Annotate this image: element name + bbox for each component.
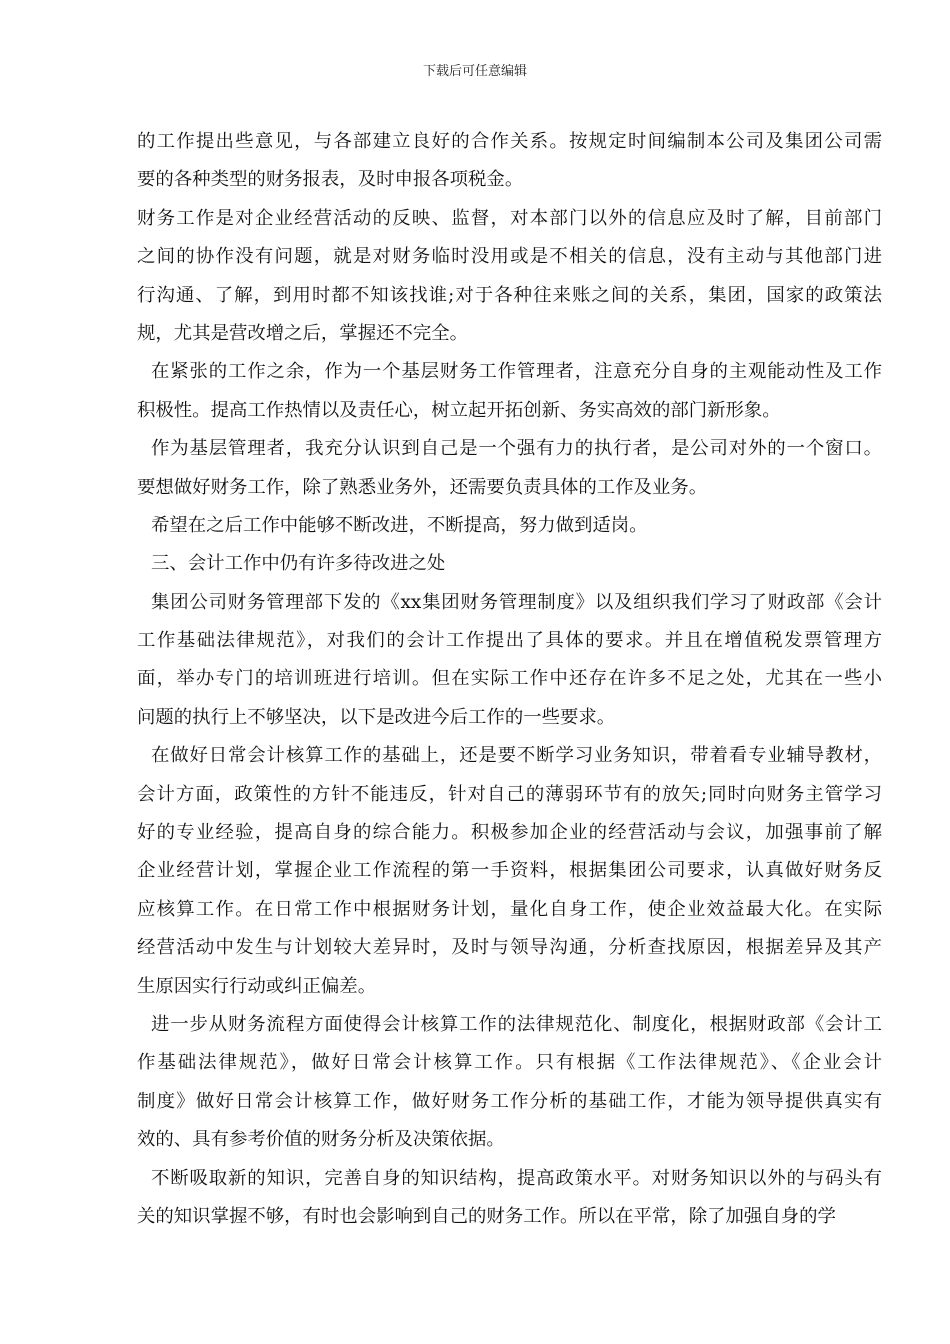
paragraph-line: 的工作提出些意见，与各部建立良好的合作关系。按规定时间编制本公司及集团公司需: [137, 131, 882, 152]
paragraph-line: 规，尤其是营改增之后，掌握还不完全。: [137, 322, 469, 344]
paragraph-line: 之间的协作没有问题，就是对财务临时没用或是不相关的信息，没有主动与其他部门进: [137, 246, 882, 268]
paragraph-line: 生原因实行行动或纠正偏差。: [137, 975, 377, 997]
paragraph-line: 集团公司财务管理部下发的《xx集团财务管理制度》以及组织我们学习了财政部《会计: [151, 591, 882, 613]
paragraph-line: 不断吸取新的知识，完善自身的知识结构，提高政策水平。对财务知识以外的与码头有: [151, 1167, 882, 1189]
paragraph: [137, 545, 882, 583]
paragraph-line: 在紧张的工作之余，作为一个基层财务工作管理者，注意充分自身的主观能动性及工作: [151, 361, 882, 383]
paragraph-line: 问题的执行上不够坚决，以下是改进今后工作的一些要求。: [137, 706, 616, 728]
paragraph: [137, 1160, 882, 1237]
paragraph-line: 行沟通、了解，到用时都不知该找谁;对于各种往来账之间的关系，集团，国家的政策法: [137, 284, 882, 306]
paragraph: [137, 737, 882, 1006]
paragraph-line: 三、会计工作中仍有许多待改进之处: [151, 553, 446, 575]
paragraph: [137, 200, 882, 354]
paragraph-line: 作基础法律规范》，做好日常会计核算工作。只有根据《工作法律规范》、《企业会计: [137, 1052, 882, 1074]
page-header: 下载后可任意编辑: [422, 64, 527, 79]
paragraph-line: 作为基层管理者，我充分认识到自己是一个强有力的执行者，是公司对外的一个窗口。: [151, 438, 882, 460]
paragraph-line: 要的各种类型的财务报表，及时申报各项税金。: [137, 169, 524, 191]
paragraph-line: 应核算工作。在日常工作中根据财务计划，量化自身工作，使企业效益最大化。在实际: [137, 898, 882, 920]
paragraph-line: 好的专业经验，提高自身的综合能力。积极参加企业的经营活动与会议，加强事前了解: [137, 822, 882, 844]
paragraph-line: 会计方面，政策性的方针不能违反，针对自己的薄弱环节有的放矢;同时向财务主管学习: [137, 783, 882, 805]
paragraph: [137, 1006, 882, 1160]
document-body: [137, 123, 882, 1236]
paragraph-line: 经营活动中发生与计划较大差异时，及时与领导沟通，分析查找原因，根据差异及其产: [137, 937, 882, 959]
paragraph-line: 要想做好财务工作，除了熟悉业务外，还需要负责具体的工作及业务。: [137, 476, 708, 498]
paragraph-line: 效的、具有参考价值的财务分析及决策依据。: [137, 1129, 505, 1151]
paragraph-line: 工作基础法律规范》，对我们的会计工作提出了具体的要求。并且在增值税发票管理方: [137, 630, 882, 652]
paragraph-line: 进一步从财务流程方面使得会计核算工作的法律规范化、制度化，根据财政部《会计工: [151, 1013, 882, 1035]
paragraph-line: 希望在之后工作中能够不断改进，不断提高，努力做到适岗。: [151, 514, 648, 536]
paragraph-line: 关的知识掌握不够，有时也会影响到自己的财务工作。所以在平常，除了加强自身的学: [137, 1205, 836, 1227]
paragraph-line: 财务工作是对企业经营活动的反映、监督，对本部门以外的信息应及时了解，目前部门: [137, 207, 882, 229]
paragraph: [137, 507, 882, 545]
paragraph: [137, 430, 882, 507]
paragraph: [137, 123, 882, 200]
paragraph-line: 在做好日常会计核算工作的基础上，还是要不断学习业务知识，带着看专业辅导教材，: [151, 745, 882, 767]
paragraph-line: 企业经营计划，掌握企业工作流程的第一手资料，根据集团公司要求，认真做好财务反: [137, 860, 882, 882]
paragraph-line: 制度》做好日常会计核算工作，做好财务工作分析的基础工作，才能为领导提供真实有: [137, 1090, 882, 1112]
paragraph: [137, 353, 882, 430]
paragraph: [137, 584, 882, 738]
paragraph-line: 面，举办专门的培训班进行培训。但在实际工作中还存在许多不足之处，尤其在一些小: [137, 668, 882, 690]
paragraph-line: 积极性。提高工作热情以及责任心，树立起开拓创新、务实高效的部门新形象。: [137, 399, 781, 421]
